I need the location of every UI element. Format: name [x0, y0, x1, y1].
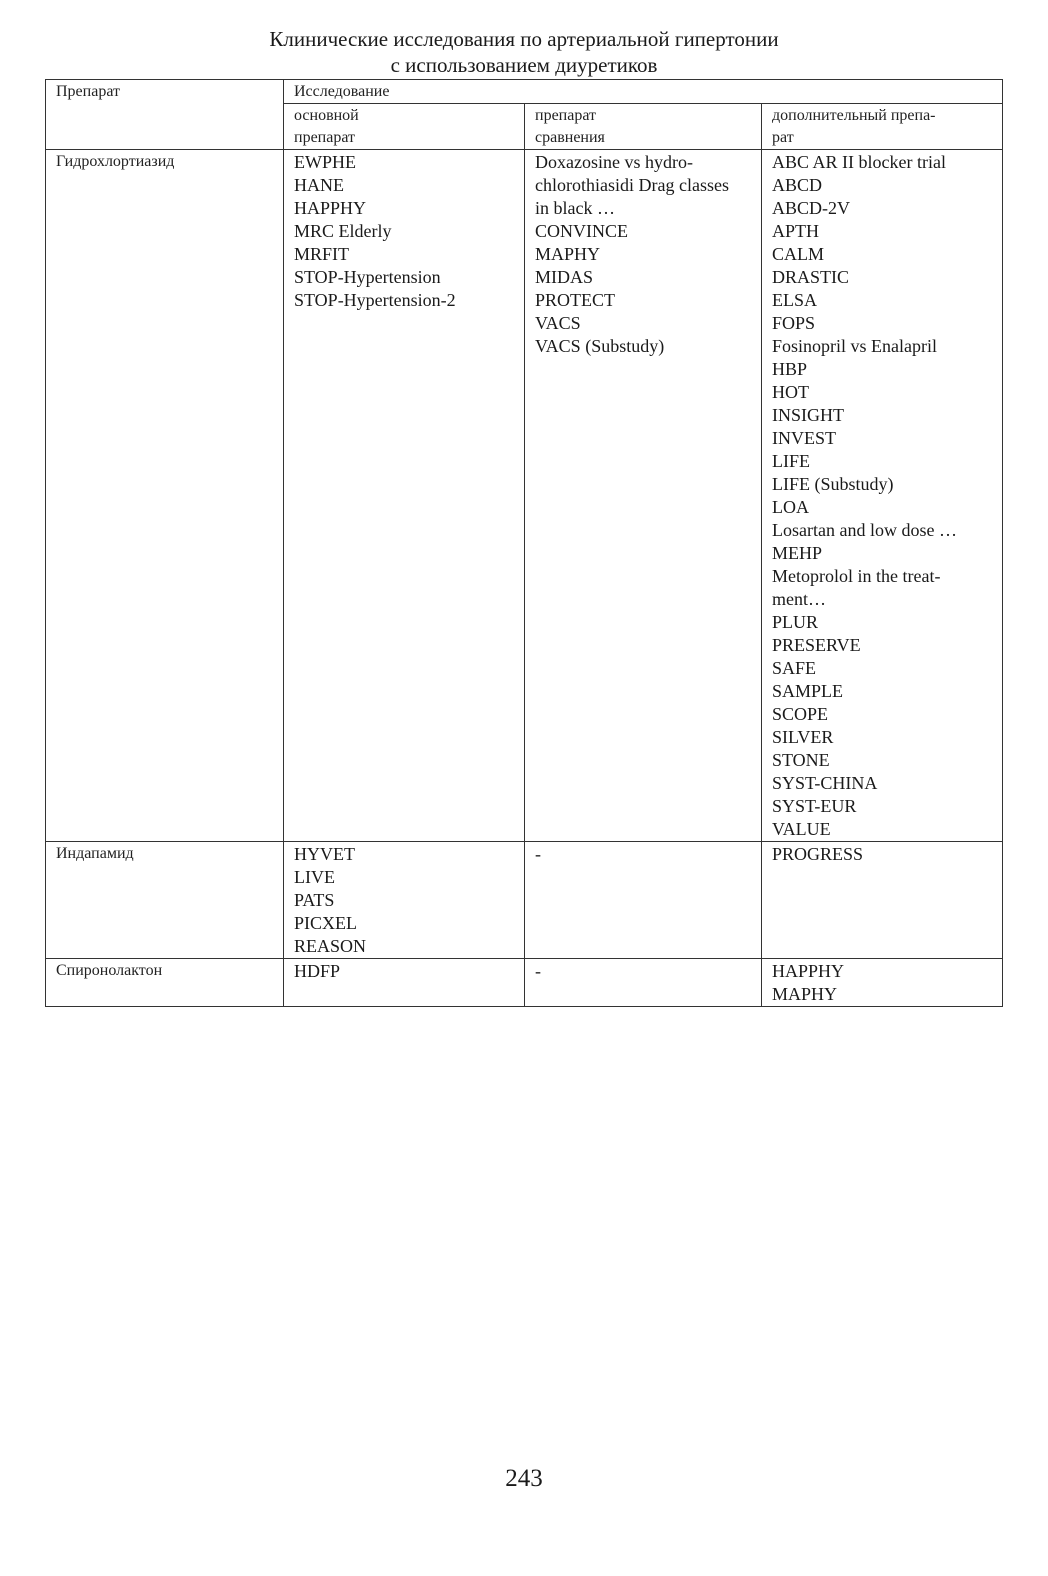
study-entry: HOT — [772, 382, 809, 402]
title-line-2: с использованием диуретиков — [390, 53, 658, 77]
study-entry: INVEST — [772, 428, 836, 448]
header-main-drug-line: препарат — [294, 129, 356, 146]
study-entry: SAMPLE — [772, 681, 844, 701]
study-entry: - — [535, 961, 541, 981]
header-additional-drug-line: дополнительный препа- — [772, 107, 936, 124]
study-entry: Losartan and low dose … — [772, 520, 957, 540]
table-row — [46, 150, 1003, 842]
comparison-drug-cell — [525, 842, 762, 959]
study-entry: - — [535, 844, 541, 864]
header-row-1 — [46, 80, 1003, 104]
study-entry: DRASTIC — [772, 267, 850, 287]
study-entry: MRC Elderly — [294, 221, 392, 241]
page-number: 243 — [505, 1465, 543, 1492]
header-comparison-drug-line: препарат — [535, 107, 597, 124]
header-study: Исследование — [284, 80, 1003, 104]
study-entry: INSIGHT — [772, 405, 844, 425]
study-entry: Doxazosine vs hydro- — [535, 152, 693, 172]
drug-cell: Индапамид — [46, 842, 284, 959]
study-entry: HAPPHY — [294, 198, 367, 218]
study-entry: MAPHY — [772, 984, 838, 1004]
study-entry: MAPHY — [535, 244, 601, 264]
study-entry: LIFE — [772, 451, 810, 471]
drug-cell: Спиронолактон — [46, 959, 284, 1007]
header-comparison-drug-line: сравнения — [535, 129, 605, 146]
main-drug-cell — [284, 959, 525, 1007]
table-title — [0, 26, 1048, 78]
header-drug: Препарат — [46, 80, 284, 150]
table-body — [46, 150, 1003, 1007]
study-entry: VACS (Substudy) — [535, 336, 665, 356]
main-drug-cell — [284, 150, 525, 842]
study-entry: chlorothiasidi Drag classes — [535, 175, 729, 195]
study-entry: ment… — [772, 589, 826, 609]
study-entry: Fosinopril vs Enalapril — [772, 336, 937, 356]
study-entry: PROTECT — [535, 290, 616, 310]
study-entry: HBP — [772, 359, 808, 379]
header-main-drug — [284, 104, 525, 150]
comparison-drug-cell — [525, 150, 762, 842]
trials-table — [45, 79, 1003, 1007]
additional-drug-cell — [762, 150, 1003, 842]
study-entry: PROGRESS — [772, 844, 864, 864]
study-entry: MRFIT — [294, 244, 350, 264]
table-row — [46, 842, 1003, 959]
main-drug-cell — [284, 842, 525, 959]
header-main-drug-line: основной — [294, 107, 359, 124]
study-entry: REASON — [294, 936, 367, 956]
study-entry: HANE — [294, 175, 344, 195]
header-comparison-drug — [525, 104, 762, 150]
study-entry: VACS — [535, 313, 581, 333]
study-entry: LIVE — [294, 867, 335, 887]
study-entry: HAPPHY — [772, 961, 845, 981]
study-entry: SCOPE — [772, 704, 829, 724]
study-entry: FOPS — [772, 313, 816, 333]
title-line-1: Клинические исследования по артериальной гипертонии — [269, 27, 779, 51]
study-entry: Metoprolol in the treat- — [772, 566, 941, 586]
study-entry: PRESERVE — [772, 635, 861, 655]
study-entry: SILVER — [772, 727, 834, 747]
study-entry: LIFE (Substudy) — [772, 474, 894, 494]
study-entry: PATS — [294, 890, 335, 910]
study-entry: STOP-Hypertension — [294, 267, 441, 287]
study-entry: STONE — [772, 750, 830, 770]
study-entry: HDFP — [294, 961, 341, 981]
header-additional-drug-line: рат — [772, 129, 794, 146]
study-entry: PICXEL — [294, 913, 357, 933]
comparison-drug-cell — [525, 959, 762, 1007]
study-entry: ABCD-2V — [772, 198, 851, 218]
study-entry: SYST-EUR — [772, 796, 857, 816]
study-entry: HYVET — [294, 844, 355, 864]
additional-drug-cell — [762, 842, 1003, 959]
table-row — [46, 959, 1003, 1007]
study-entry: ABC AR II blocker trial — [772, 152, 946, 172]
study-entry: MIDAS — [535, 267, 594, 287]
study-entry: CALM — [772, 244, 825, 264]
header-additional-drug — [762, 104, 1003, 150]
study-entry: ELSA — [772, 290, 817, 310]
study-entry: CONVINCE — [535, 221, 628, 241]
study-entry: PLUR — [772, 612, 819, 632]
drug-cell: Гидрохлортиазид — [46, 150, 284, 842]
study-entry: MEHP — [772, 543, 823, 563]
study-entry: ABCD — [772, 175, 823, 195]
study-entry: in black … — [535, 198, 615, 218]
study-entry: VALUE — [772, 819, 831, 839]
study-entry: SYST-CHINA — [772, 773, 878, 793]
study-entry: LOA — [772, 497, 809, 517]
study-entry: SAFE — [772, 658, 817, 678]
study-entry: STOP-Hypertension-2 — [294, 290, 456, 310]
study-entry: APTH — [772, 221, 820, 241]
additional-drug-cell — [762, 959, 1003, 1007]
study-entry: EWPHE — [294, 152, 356, 172]
